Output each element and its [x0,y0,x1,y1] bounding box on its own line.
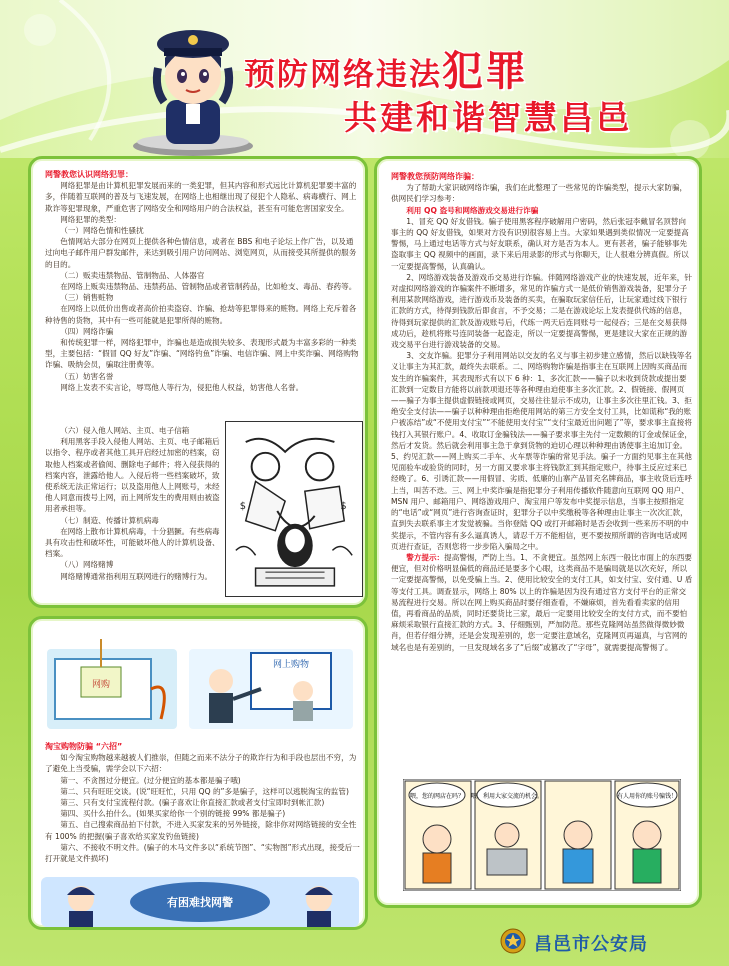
taobao-tips-text [45,741,361,864]
know-cybercrime-text-lower [45,425,223,582]
type8-title: （八）网络赌博 [60,560,114,570]
fraud-comic-strip [403,779,681,891]
type8-body: 网络赌博通常指利用互联网进行的赌博行为。 [60,571,213,581]
fraud-paragraph-1: 1、冒充 QQ 好友借钱。骗子使用黑客程序破解用户密码，然后张冠李戴冒名顶替向事主的 QQ 好友借钱，如果对方没有识别很容易上当。大家如果遇到类似情况一定要提高警惕，马上通过电话等方式与好友联系，确认对方是否为本人。更有甚者，骗子能够事先盗取事主 QQ 视频中的画面，录下来后用录影的形式与你聊天，让人很难分辨真假。所以一定要提高警惕，认真确认。 [391,216,689,271]
taobao-tip-2: 第二、只有旺旺交谈。(说“旺旺忙，只用 QQ 的”多是骗子，这样可以逃脱淘宝的监管) [60,786,349,796]
police-alert-body: 提高警惕，严防上当。1、不贪便宜。虽然网上东西一般比市面上的东西要便宜，但对价格明显偏低的商品还是要多个心眼，这类商品不是骗局就是以次充好，所以一定要提高警惕，以免受骗上当。2、使用比较安全的支付工具，如支付宝、安付通、U 盾等支付工具。调查显示，网络上 80% 以上的诈骗是因为没有通过官方支付平台的正常交易流程进行交易。所以在网上购买商品时要仔细查看，不嫌麻烦，首先看看卖家的信用值，再看商品的品质，同时还要货比三家，最后一定要用比较安全的支付方式，而不要怕麻烦采取银行直接汇款的方式。3、仔细甄别，严加防范。那些克隆网站虽然做得微妙微肖，但若仔细分辨，还是会发现差别的，您一定要注意域名，克隆网页再逼真，与官网的域名也是有差别的，一旦发现域名多了“后缀”或篡改了“字母”，就需要提高警惕了。 [391,552,693,652]
police-mascot-illustration [128,18,258,156]
type3-body: 在网络上以低价出售或者高价拍卖盗窃、诈骗、抢劫等犯罪得来的赃物。网络上充斥着各种待售的货物，其中有一些可能就是犯罪所得的赃物。 [45,304,357,325]
prevent-fraud-heading: 网警教您预防网络诈骗： [391,172,479,181]
footer-org-name: 昌邑市公安局 [534,934,648,955]
main-title-line1 [244,38,684,97]
header [0,0,729,158]
svg-text:$: $ [239,501,247,512]
taobao-tip-4: 第四、买什么拍什么。(如果买家给你一个别的链接 99% 都是骗子) [60,809,286,819]
taobao-intro: 如今淘宝购物越来越被人们推崇，但随之而来不法分子的欺诈行为和手段也层出不穷，为了避免上当受骗，需学会以下六招： [45,753,357,774]
fraud-paragraph-3: 3、交友诈骗。犯罪分子利用网站以交友的名义与事主初步建立感情，然后以缺钱等名义让事主为其汇款，最终失去联系。二、网络购物诈骗是指事主在互联网上因购买商品而发生的诈骗案件，其表现形式有以下 6 种：1、多次汇款——骗子以未收到货款或提出要汇款到一定数目方能将以前款项退还等各种理由迫使事主多次汇款。2、假链接、假网页——骗子为事主提供虚假链接或网页，交易往往显示不成功，让事主多次往里汇钱。3、拒绝安全支付法——骗子以种种理由拒绝使用网站的第三方安全支付工具，比如谎称“我的账户被冻结”或“不使用支付宝”“不能使用支付宝”“支付宝最近出问题了”等，要求事主直接将钱打入其银行账户。4、收取订金骗钱法——骗子要求事主先付一定数额的订金或保证金，然后才发货。然后就会利用事主急于拿到货物的迫切心理以种种理由诱使事主追加订金。5、约见汇款——网上购买二手车、火车票等诈骗的常见手法。骗子一方面约见事主在其他见面验车或验货的同时，另一方面又要求事主将钱款汇到其指定账户，待事主反应过来已经晚了。6、引诱汇款——用假冒、劣质、低廉的山寨产品冒充名牌商品，事主收货后连呼上当，叫苦不迭。三、网上中奖诈骗是指犯罪分子利用传播软件随意向互联网 QQ 用户、MSN 用户、邮箱用户、网络游戏用户、淘宝用户等发布中奖提示信息，当事主按照指定的“电话”或“网页”进行咨询查证时，犯罪分子以中奖缴税等各种理由让事主一次次汇款，直到失去联系事主才发觉被骗。当你登陆 QQ 或打开邮箱时是否会收到一些来历不明的中奖提示，不管内容有多么逼真诱人，请忍千万不能相信，更不要按照所谓的咨询电话或网页进行查证，否则您将一步步陷入骗局之中。 [391,351,692,551]
comic-bubble-3: 有人用你的账号骗钱！ [616,793,678,800]
banner-text: 有困难找网警 [167,896,233,909]
prevent-fraud-intro: 为了帮助大家识破网络诈骗，我们在此整理了一些常见的诈骗类型，提示大家防骗，供网民们学习参考： [391,183,688,204]
type6-title: （六）侵入他人网站、主页、电子信箱 [60,426,190,435]
title-line1-part-b: 犯罪 [442,47,528,95]
cyber-police-banner [41,877,359,927]
svg-text:$: $ [340,501,347,512]
prevent-fraud-text [391,171,693,653]
type7-title: （七）制造、传播计算机病毒 [60,515,159,525]
police-alert [391,552,693,653]
fraud-paragraph-2: 2、网络游戏装备及游戏币交易进行诈骗。伴随网络游戏产业的快速发展，近年来，针对虚拟网络游戏的诈骗案件不断增多，常见的诈骗方式一是低价销售游戏装备，犯罪分子利用某款网络游戏，进行游戏币及装备的买卖，在骗取玩家信任后，让玩家通过线下银行汇款的方式，待得到钱款后即食言，不予交易；二是在游戏论坛上发表提供代练的信息，待得到玩家提供的汇款及游戏账号后，代练一两天后连同账号一起侵吞；三是在交易获得成功后，趁机将账号连同装备一起盗走，所以一定要提高警惕，更是建议大家在正规的游戏交易平台进行游戏装备的交易。 [391,272,692,350]
know-cybercrime-heading: 网警教您认识网络犯罪： [45,170,133,179]
taobao-tip-5: 第五、自己搜索商品拍下付款，不进入买家发来的另外链接，除非你对网络链接的安全性有 100% 的把握(骗子喜欢给买家发钓鱼链接) [45,820,357,841]
comic-bubble-1: 喂，您的网店在吗？ [409,793,465,800]
type3-title: （三）销售赃物 [60,293,114,303]
type2-title: （二）贩卖违禁物品、管制物品、人体器官 [60,270,205,280]
cybercrime-intro: 网络犯罪是由计算机犯罪发展而来的一类犯罪，但其内容和形式远比计算机犯罪要丰富的多，伴随着互联网的普及与飞速发展，在网络上也相继出现了侵犯个人隐私、病毒横行、网上欺诈等犯罪现象，严重危害了网络安全和网络用户的合法权益，甚至有可能危害国家安全。 [45,181,357,213]
panel-prevent-fraud [374,156,702,908]
qq-game-fraud-subheading: 利用 QQ 盗号和网络游戏交易进行诈骗 [406,205,539,215]
type4-body: 和传统犯罪一样，网络犯罪中，诈骗也是造成损失较多、表现形式最为丰富多彩的一种类型，主要包括：“假冒 QQ 好友”诈骗、“网络钓鱼”诈骗、电信诈骗、网上中奖诈骗、网络购物诈骗、吸纳会员，骗取注册费等。 [45,338,359,370]
police-emblem-icon [500,928,526,954]
comic-bubble-2: 喂，利用大家交流的机会。 [470,793,544,800]
shopping-ad-label: 网上购物 [272,660,310,670]
panel-know-cybercrime [28,156,368,608]
cash-label: 网购 [91,680,111,690]
taobao-tip-3: 第三、只有支付宝流程付款。(骗子喜欢让你直接汇款或者支付宝即时到帐汇款) [60,798,325,808]
title-line1-part-a: 预防网络违法 [244,57,442,93]
type2-body: 在网络上贩卖违禁物品、违禁药品、管制物品或者管制药品，比如枪支、毒品、春药等。 [60,282,357,292]
type5-body: 网络上发表不实言论，辱骂他人等行为，侵犯他人权益，妨害他人名誉。 [60,382,304,392]
taobao-tip-1: 第一、不贪图过分便宜。(过分便宜的基本都是骗子哦) [60,775,241,785]
type5-title: （五）妨害名誉 [60,371,114,381]
type4-title: （四）网络诈骗 [60,326,114,336]
type6-body: 利用黑客手段入侵他人网站、主页、电子邮箱后以指令、程序或者其他工具开启经过加密的档案，窃取他人档案或者偷阅、删除电子邮件；将入侵获得的档案内容，泄露给他人。入侵后将一些档案破坏，致使系统无法正常运行；以及盗用他人上网账号，未经他人同意而拨号上网，而上网所发生的费用则由被盗用者承担等。 [45,437,220,514]
type1-title: （一）网络色情和性骚扰 [60,226,144,236]
main-title-line2: 共建和谐智慧昌邑 [344,98,632,137]
hacker-cartoon-illustration [225,421,363,597]
type7-body: 在网络上散布计算机病毒，十分猖獗。有些病毒具有攻击性和破坏性，可能破坏他人的计算机设备、档案。 [45,526,220,559]
panel-taobao-tips [28,616,368,930]
types-title: 网络犯罪的类型： [60,214,121,224]
taobao-tip-6: 第六、不接收不明文件。(骗子的木马文件多以“系统节图”、“实物图”形式出现，接受后一打开就是文件损坏) [45,842,360,864]
taobao-tips-heading: 淘宝购物防骗 “六招” [45,742,123,751]
know-cybercrime-text [45,169,361,393]
type1-body: 色情网站大部分在网页上提供各种色情信息，或者在 BBS 和电子论坛上作广告，以及通过向电子邮件用户群发邮件，来达到吸引用户访问网站、浏览网页，从而接受其所提供的服务的目的。 [45,237,357,269]
online-shopping-illustrations [41,629,359,739]
police-alert-label: 警方提示： [406,552,445,562]
